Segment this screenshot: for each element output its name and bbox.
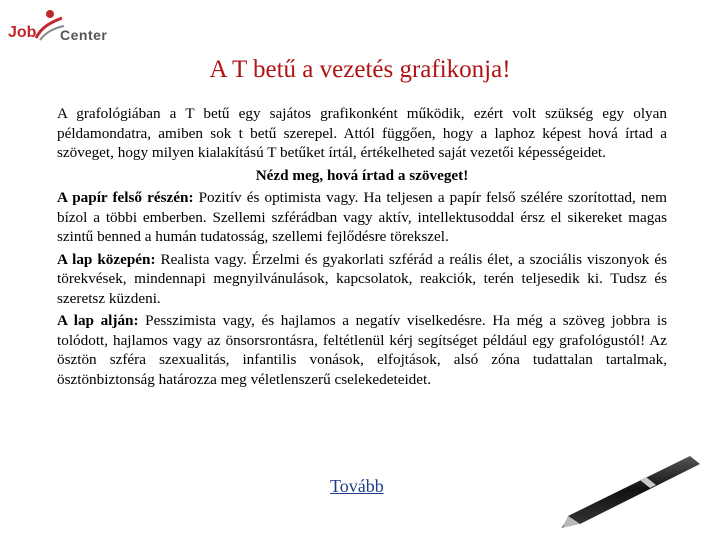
intro-paragraph: A grafológiában a T betű egy sajátos grafikonként működik, ezért volt szükség egy olyan példamondatra, amiben sok t betű szerepel. Attól függően, hogy a laphoz képest hová írtad a szöveget, hogy milyen kialakítású T betűket írtál, értékelheted saját vezetői képességeidet.	[57, 105, 667, 161]
job-center-logo	[6, 8, 106, 48]
section-bottom-label: A lap alján:	[57, 312, 139, 329]
section-bottom	[57, 311, 667, 389]
section-top-label: A papír felső részén:	[57, 189, 194, 206]
logo-text-job: Job	[8, 24, 37, 41]
section-bottom-text: Pesszimista vagy, és hajlamos a negatív viselkedésre. Ha még a szöveg jobbra is tolódott, hajlamos vagy az önsorsrontásra, feltétlenül kérj segítséget például egy grafológustól! Az ösztön szféra szexualitás, infantilis vonások, elfojtások, alsó zóna tudattalan tartalmak, ösztönbiztonság határozza meg véletlenszerű cselekedeteidet.	[57, 312, 667, 388]
article-body	[57, 104, 667, 389]
section-middle	[57, 250, 667, 309]
section-top-text: Pozitív és optimista vagy. Ha teljesen a papír felső szélére szorítottad, nem bízol a többi emberben. Szellemi szférádban vagy aktív, intellektusoddal érsz el sikereket magas szintű benned a humán tudatosság, szellemi fejlődésre törekszel.	[57, 189, 667, 245]
fountain-pen-icon	[540, 450, 710, 530]
section-top	[57, 188, 667, 247]
section-heading: Nézd meg, hová írtad a szöveget!	[255, 166, 469, 184]
section-middle-text: Realista vagy. Érzelmi és gyakorlati szférád a reális élet, a szociális viszonyok és törekvések, mindennapi megnyilvánulások, kapcsolatok, reakciók, terén teljesedik ki. Tudsz és szeretsz küzdeni.	[57, 250, 667, 307]
logo-text-center: Center	[60, 27, 108, 43]
next-link[interactable]: Tovább	[330, 476, 384, 496]
section-middle-label: A lap közepén:	[57, 250, 156, 268]
page-title: A T betű a vezetés grafikonja!	[209, 56, 511, 83]
